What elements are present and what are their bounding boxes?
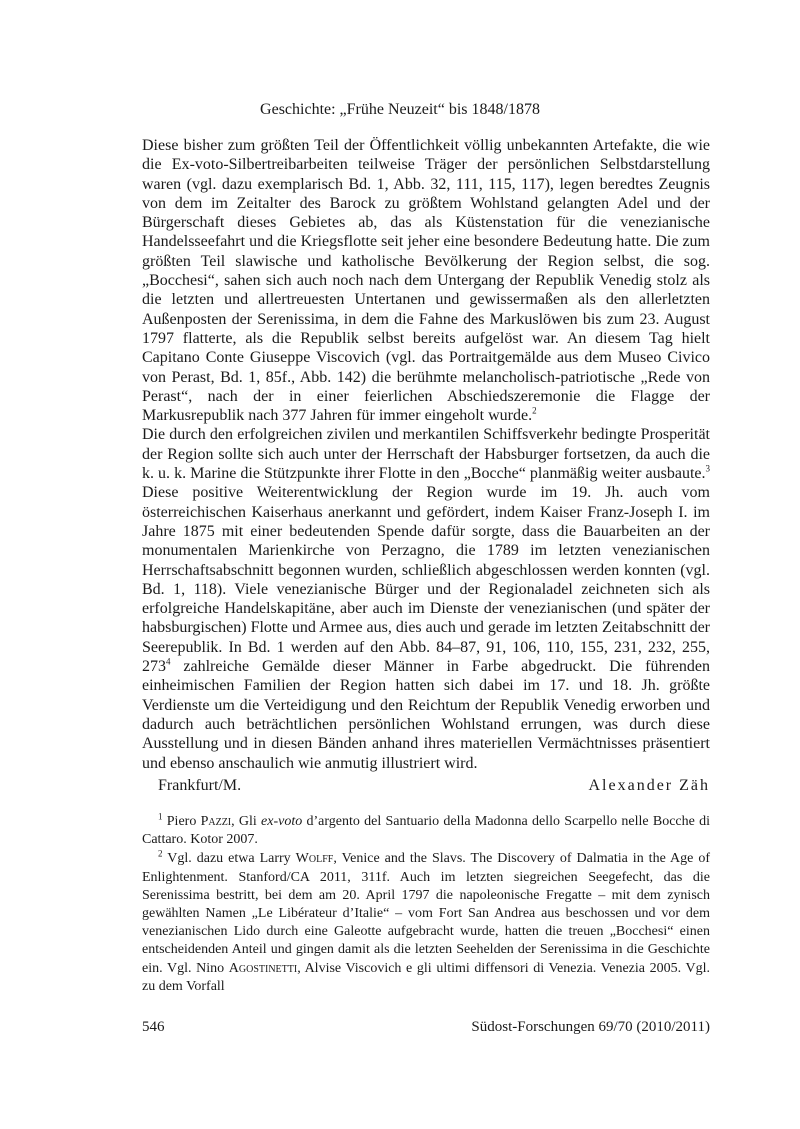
footnotes xyxy=(142,813,710,997)
running-header: Geschichte: „Frühe Neuzeit“ bis 1848/1878 xyxy=(260,101,540,118)
footnote-2-text-c: , Alvise Viscovich e gli ultimi diffensori di Venezia. Venezia 2005. Vgl. zu dem Vorfall xyxy=(142,960,710,994)
footnote-ref-2[interactable]: 2 xyxy=(532,405,537,416)
footnote-2-text-b: , Venice and the Slavs. The Discovery of Dalmatia in the Age of Enlightenment. Stanford/CA 2011, 311f. Auch im letzten siegreichen Seegefecht, das die Serenissima bestritt, bei dem am 20. April 1797 die napoleonische Fregatte – mit dem zynisch gewählten Namen „Le Libérateur d’Italie“ – vom Fort San Andrea aus beschossen und vor dem venezianischen Lido durch eine Galeotte aufgebracht wurde, hatten die treuen „Bocchesi“ einen entscheidenden Anteil und gingen damit als die letzten Seehelden der Serenissima in die Geschichte ein. Vgl. Nino xyxy=(142,851,710,976)
paragraph-2 xyxy=(142,425,710,772)
paragraph-1-text: Diese bisher zum größten Teil der Öffentlichkeit völlig unbekannten Artefakte, die wie die Ex-voto-Silbertreibarbeiten teilweise Träger der persönlichen Selbstdarstellung waren (vgl. dazu exemplarisch Bd. 1, Abb. 32, 111, 115, 117), legen beredtes Zeugnis von dem im Zeitalter des Barock zu größtem Wohlstand gelangten Adel und der Bürgerschaft dieses Gebietes ab, das als Küstenstation für die venezianische Handelsseefahrt und die Kriegsflotte seit jeher eine besondere Bedeutung hatte. Die zum größten Teil slawische und katholische Bevölkerung der Region selbst, die sog. „Bocchesi“, sahen sich auch noch nach dem Untergang der Republik Venedig stolz als die letzten und allertreuesten Untertanen und gewissermaßen als den allerletzten Außenposten der Serenissima, in dem die Fahne des Markuslöwen bis zum 23. August 1797 flatterte, als die Republik selbst bereits aufgelöst war. An diesem Tag hielt Capitano Conte Giuseppe Viscovich (vgl. das Portraitgemälde aus dem Museo Civico von Perast, Bd. 1, 85f., Abb. 142) die berühmte melancholisch-patriotische „Rede von Perast“, nach der in einer feierlichen Abschiedszeremonie die Flagge der Markusrepublik nach 377 Jahren für immer eingeholt wurde. xyxy=(142,137,710,425)
body-text xyxy=(142,136,710,773)
signature-author: Alexander Zäh xyxy=(588,777,710,794)
footnote-2-author-a: Wolff xyxy=(295,851,334,867)
journal-citation: Südost-Forschungen 69/70 (2010/2011) xyxy=(471,1019,710,1035)
footnote-1-text-a: Piero xyxy=(166,814,201,829)
footnote-1 xyxy=(142,813,710,849)
paragraph-2-text-c: zahlreiche Gemälde dieser Männer in Farbe abgedruckt. Die führenden einheimischen Familien der Region hatten sich dabei im 17. und 18. Jh. größte Verdienste um die Verteidigung und den Reichtum der Republik Venedig erworben und dadurch auch beträchtlichen persönlichen Wohlstand errungen, was durch diese Ausstellung und in diesen Bänden anhand ihres materiellen Vermächtnisses präsentiert und ebenso anschaulich wie anmutig illustriert wird. xyxy=(142,658,710,772)
footnote-1-author: Pazzi xyxy=(200,814,232,829)
footnote-1-number: 1 xyxy=(158,811,163,822)
paragraph-2-text-b: Diese positive Weiterentwicklung der Region wurde im 19. Jh. auch vom österreichischen Kaiserhaus anerkannt und gefördert, indem Kaiser Franz-Joseph I. im Jahre 1875 mit einer bedeutenden Spende dafür sorgte, dass die Bauarbeiten an der monumentalen Marienkirche von Perzagno, die 1789 im letzten venezianischen Herrschaftsabschnitt begonnen wurden, schließlich abgeschlossen werden konnten (vgl. Bd. 1, 118). Viele venezianische Bürger und der Regionaladel zeichneten sich als erfolgreiche Handelskapitäne, aber auch im Dienste der venezianischen (und später der habsburgischen) Flotte und Armee aus, dies auch und gerade im letzten Zeitabschnitt der Seerepublik. In Bd. 1 werden auf den Abb. 84–87, 91, 106, 110, 155, 231, 232, 255, 273 xyxy=(142,484,710,676)
paragraph-1 xyxy=(142,136,710,425)
footnote-1-text-c: d’argento del Santuario della Madonna dello Scarpello nelle Bocche di Cattaro. Kotor 2007. xyxy=(142,814,710,848)
footnote-ref-4[interactable]: 4 xyxy=(166,656,171,667)
signature-line xyxy=(158,776,710,796)
page-footer xyxy=(142,1017,710,1037)
footnote-1-italic: ex-voto xyxy=(261,814,303,829)
signature-place: Frankfurt/M. xyxy=(158,777,242,794)
page-number: 546 xyxy=(142,1019,165,1035)
footnote-2-number: 2 xyxy=(158,848,163,859)
footnote-1-text-b: , Gli xyxy=(231,814,262,829)
footnote-2-text-a: Vgl. dazu etwa Larry xyxy=(167,851,296,867)
footnote-2-author-b: Agostinetti xyxy=(228,960,298,976)
footnote-2 xyxy=(142,850,710,996)
paragraph-2-text-a: Die durch den erfolgreichen zivilen und merkantilen Schiffsverkehr bedingte Prosperität der Region sollte sich auch unter der Herrschaft der Habsburger fortsetzen, da auch die k. u. k. Marine die Stützpunkte ihrer Flotte in den „Bocche“ planmäßig weiter ausbaute. xyxy=(142,426,710,483)
footnote-ref-3[interactable]: 3 xyxy=(705,463,710,474)
